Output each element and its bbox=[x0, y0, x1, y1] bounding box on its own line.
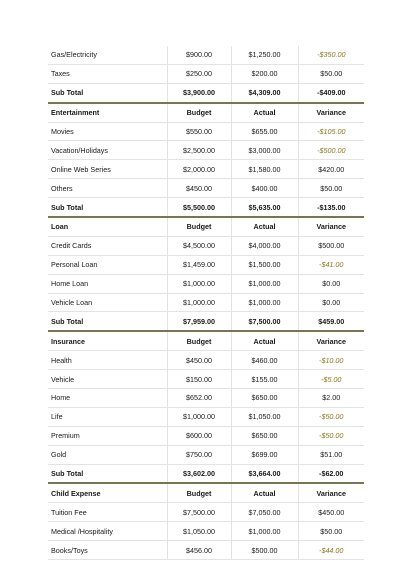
row-label: Vehicle bbox=[48, 370, 167, 389]
row-label: Home Loan bbox=[48, 274, 167, 293]
variance-cell: Variance bbox=[298, 103, 364, 122]
budget-cell: $652.00 bbox=[167, 389, 231, 408]
row-label: Gas/Electricity bbox=[48, 46, 167, 64]
row-label: Sub Total bbox=[48, 312, 167, 331]
subtotal-row bbox=[48, 198, 364, 217]
row-label: Entertainment bbox=[48, 103, 167, 122]
budget-cell: $150.00 bbox=[167, 370, 231, 389]
table-row bbox=[48, 122, 364, 141]
table-row bbox=[48, 64, 364, 83]
section-header-row bbox=[48, 103, 364, 122]
actual-cell: Actual bbox=[231, 331, 298, 350]
table-row bbox=[48, 389, 364, 408]
variance-cell: Variance bbox=[298, 483, 364, 502]
table-row bbox=[48, 293, 364, 312]
actual-cell: $3,664.00 bbox=[231, 464, 298, 483]
actual-cell: $1,250.00 bbox=[231, 46, 298, 64]
row-label: Sub Total bbox=[48, 464, 167, 483]
variance-cell: -$41.00 bbox=[298, 255, 364, 274]
budget-cell: Budget bbox=[167, 103, 231, 122]
section-header-row bbox=[48, 483, 364, 502]
variance-cell: -$5.00 bbox=[298, 370, 364, 389]
row-label: Vacation/Holidays bbox=[48, 141, 167, 160]
row-label: Sub Total bbox=[48, 83, 167, 102]
table-row bbox=[48, 370, 364, 389]
actual-cell: $1,050.00 bbox=[231, 407, 298, 426]
actual-cell: $400.00 bbox=[231, 179, 298, 198]
actual-cell: $500.00 bbox=[231, 541, 298, 560]
variance-cell: -$135.00 bbox=[298, 198, 364, 217]
actual-cell: $200.00 bbox=[231, 64, 298, 83]
row-label: Personal Loan bbox=[48, 255, 167, 274]
table-row bbox=[48, 426, 364, 445]
actual-cell: $650.00 bbox=[231, 389, 298, 408]
actual-cell: $650.00 bbox=[231, 426, 298, 445]
row-label: Medical /Hospitality bbox=[48, 522, 167, 541]
variance-cell: $50.00 bbox=[298, 179, 364, 198]
budget-cell: $1,050.00 bbox=[167, 522, 231, 541]
budget-cell: $1,000.00 bbox=[167, 407, 231, 426]
row-label: Movies bbox=[48, 122, 167, 141]
table-row bbox=[48, 541, 364, 560]
table-row bbox=[48, 407, 364, 426]
actual-cell: $4,309.00 bbox=[231, 83, 298, 102]
budget-cell: $7,500.00 bbox=[167, 503, 231, 522]
table-row bbox=[48, 351, 364, 370]
budget-cell: $1,000.00 bbox=[167, 293, 231, 312]
table-row bbox=[48, 503, 364, 522]
budget-table bbox=[48, 46, 364, 560]
budget-table-body bbox=[48, 46, 364, 560]
table-row bbox=[48, 236, 364, 255]
actual-cell: $7,050.00 bbox=[231, 503, 298, 522]
budget-cell: $456.00 bbox=[167, 541, 231, 560]
variance-cell: -$62.00 bbox=[298, 464, 364, 483]
table-row bbox=[48, 522, 364, 541]
table-row bbox=[48, 255, 364, 274]
actual-cell: $1,580.00 bbox=[231, 160, 298, 179]
row-label: Books/Toys bbox=[48, 541, 167, 560]
variance-cell: -$500.00 bbox=[298, 141, 364, 160]
variance-cell: $459.00 bbox=[298, 312, 364, 331]
variance-cell: Variance bbox=[298, 331, 364, 350]
table-row bbox=[48, 141, 364, 160]
actual-cell: $1,000.00 bbox=[231, 274, 298, 293]
variance-cell: -$409.00 bbox=[298, 83, 364, 102]
table-row bbox=[48, 179, 364, 198]
budget-cell: $7,959.00 bbox=[167, 312, 231, 331]
budget-cell: $450.00 bbox=[167, 351, 231, 370]
variance-cell: $2.00 bbox=[298, 389, 364, 408]
budget-cell: $450.00 bbox=[167, 179, 231, 198]
table-row bbox=[48, 274, 364, 293]
budget-cell: Budget bbox=[167, 483, 231, 502]
budget-cell: $5,500.00 bbox=[167, 198, 231, 217]
budget-cell: Budget bbox=[167, 331, 231, 350]
subtotal-row bbox=[48, 464, 364, 483]
budget-cell: $550.00 bbox=[167, 122, 231, 141]
row-label: Health bbox=[48, 351, 167, 370]
row-label: Online Web Series bbox=[48, 160, 167, 179]
actual-cell: $460.00 bbox=[231, 351, 298, 370]
row-label: Gold bbox=[48, 445, 167, 464]
variance-cell: Variance bbox=[298, 217, 364, 236]
section-header-row bbox=[48, 331, 364, 350]
variance-cell: $420.00 bbox=[298, 160, 364, 179]
actual-cell: $7,500.00 bbox=[231, 312, 298, 331]
budget-cell: $2,500.00 bbox=[167, 141, 231, 160]
variance-cell: $450.00 bbox=[298, 503, 364, 522]
variance-cell: $0.00 bbox=[298, 274, 364, 293]
budget-cell: $1,000.00 bbox=[167, 274, 231, 293]
variance-cell: -$50.00 bbox=[298, 426, 364, 445]
actual-cell: $5,635.00 bbox=[231, 198, 298, 217]
budget-cell: $2,000.00 bbox=[167, 160, 231, 179]
table-row bbox=[48, 445, 364, 464]
budget-table-page bbox=[48, 46, 364, 560]
row-label: Sub Total bbox=[48, 198, 167, 217]
actual-cell: Actual bbox=[231, 217, 298, 236]
variance-cell: $50.00 bbox=[298, 522, 364, 541]
row-label: Taxes bbox=[48, 64, 167, 83]
subtotal-row bbox=[48, 312, 364, 331]
budget-cell: $4,500.00 bbox=[167, 236, 231, 255]
row-label: Others bbox=[48, 179, 167, 198]
section-header-row bbox=[48, 217, 364, 236]
budget-cell: $3,602.00 bbox=[167, 464, 231, 483]
variance-cell: -$44.00 bbox=[298, 541, 364, 560]
row-label: Child Expense bbox=[48, 483, 167, 502]
actual-cell: Actual bbox=[231, 483, 298, 502]
actual-cell: $655.00 bbox=[231, 122, 298, 141]
variance-cell: $0.00 bbox=[298, 293, 364, 312]
budget-cell: Budget bbox=[167, 217, 231, 236]
budget-cell: $3,900.00 bbox=[167, 83, 231, 102]
subtotal-row bbox=[48, 83, 364, 102]
budget-cell: $1,459.00 bbox=[167, 255, 231, 274]
row-label: Tuition Fee bbox=[48, 503, 167, 522]
budget-cell: $750.00 bbox=[167, 445, 231, 464]
actual-cell: $155.00 bbox=[231, 370, 298, 389]
variance-cell: $50.00 bbox=[298, 64, 364, 83]
row-label: Insurance bbox=[48, 331, 167, 350]
actual-cell: $1,000.00 bbox=[231, 293, 298, 312]
table-row bbox=[48, 160, 364, 179]
row-label: Life bbox=[48, 407, 167, 426]
variance-cell: $51.00 bbox=[298, 445, 364, 464]
budget-cell: $900.00 bbox=[167, 46, 231, 64]
table-row bbox=[48, 46, 364, 64]
budget-cell: $600.00 bbox=[167, 426, 231, 445]
budget-cell: $250.00 bbox=[167, 64, 231, 83]
row-label: Home bbox=[48, 389, 167, 408]
row-label: Premium bbox=[48, 426, 167, 445]
actual-cell: $3,000.00 bbox=[231, 141, 298, 160]
variance-cell: -$105.00 bbox=[298, 122, 364, 141]
row-label: Loan bbox=[48, 217, 167, 236]
actual-cell: $1,500.00 bbox=[231, 255, 298, 274]
variance-cell: $500.00 bbox=[298, 236, 364, 255]
variance-cell: -$50.00 bbox=[298, 407, 364, 426]
variance-cell: -$350.00 bbox=[298, 46, 364, 64]
variance-cell: -$10.00 bbox=[298, 351, 364, 370]
row-label: Vehicle Loan bbox=[48, 293, 167, 312]
actual-cell: $1,000.00 bbox=[231, 522, 298, 541]
actual-cell: $4,000.00 bbox=[231, 236, 298, 255]
actual-cell: Actual bbox=[231, 103, 298, 122]
actual-cell: $699.00 bbox=[231, 445, 298, 464]
row-label: Credit Cards bbox=[48, 236, 167, 255]
